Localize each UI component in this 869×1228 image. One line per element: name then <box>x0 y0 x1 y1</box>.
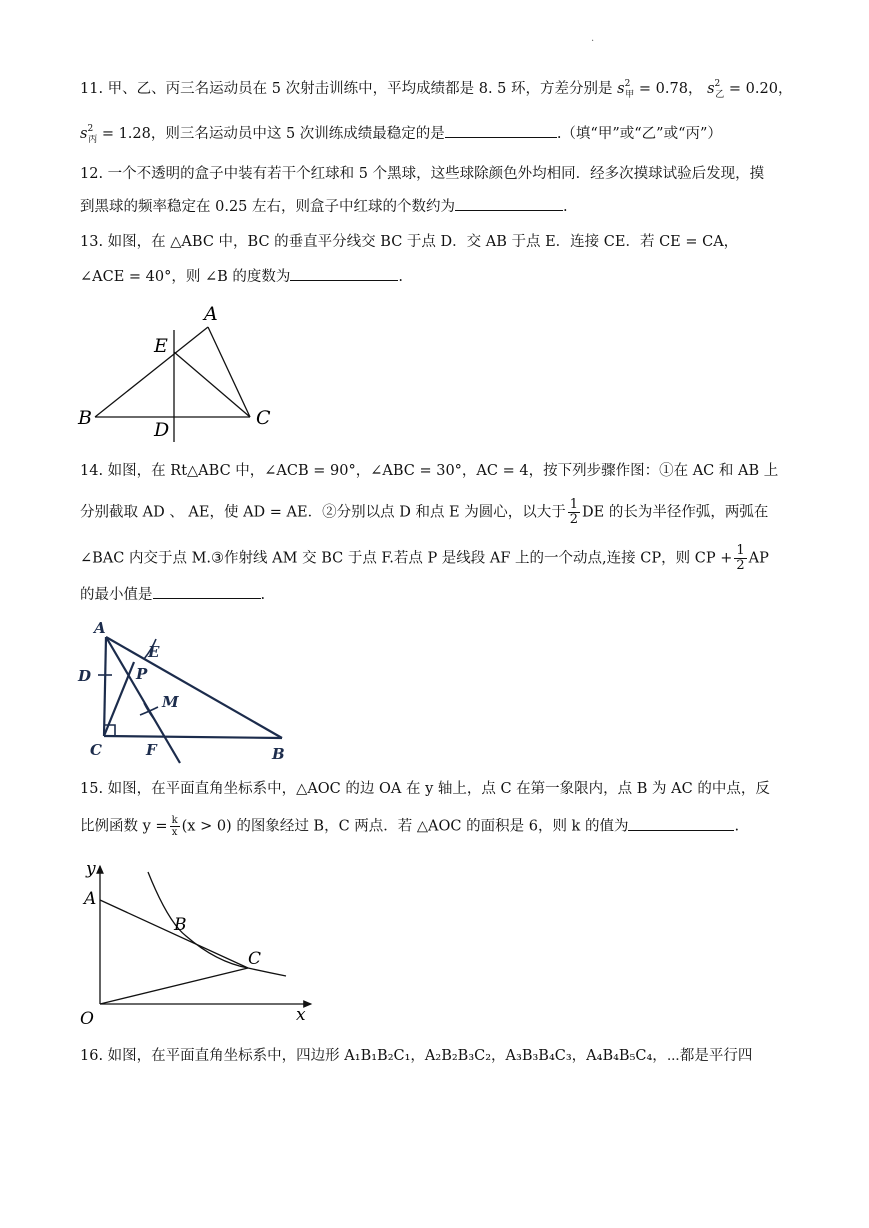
q14-label-b: B <box>272 745 285 763</box>
q11-s-jia-val: = 0.78 <box>638 81 688 97</box>
q14-text3a: ∠BAC 内交于点 M.③作射线 AM 交 BC 于点 F.若点 P 是线段 AF 上的一个动点,连接 CP，则 CP + <box>80 550 733 567</box>
q11-s-jia-sub: 甲 <box>625 90 635 100</box>
q13-line2 <box>80 266 797 288</box>
q11-text1: 甲、乙、丙三名运动员在 5 次射击训练中，平均成绩都是 8. 5 环，方差分别是 <box>107 81 613 97</box>
q16-line1 <box>80 1045 797 1067</box>
q15-number: 15. <box>80 781 104 797</box>
q15-label-x: x <box>296 1005 306 1025</box>
q12-number: 12. <box>80 166 104 182</box>
q15-answer-blank[interactable] <box>628 816 734 831</box>
q15-text1: 如图，在平面直角坐标系中，△AOC 的边 OA 在 y 轴上，点 C 在第一象限内，点 B 为 AC 的中点，反 <box>107 781 770 797</box>
q14-frac1-num: 1 <box>569 497 579 512</box>
q13-text1: 如图，在 △ABC 中，BC 的垂直平分线交 BC 于点 D．交 AB 于点 E．连接 CE．若 CE = CA， <box>107 234 739 250</box>
q12-line2 <box>80 196 797 218</box>
q14-label-c: C <box>90 741 102 759</box>
q12-line1 <box>80 163 797 185</box>
q12-period: . <box>563 199 568 215</box>
q14-text4a: 的最小值是 <box>80 587 153 603</box>
q15-line1 <box>80 778 797 800</box>
q14-period: . <box>260 587 266 603</box>
q16-text1: 如图，在平面直角坐标系中，四边形 A₁B₁B₂C₁，A₂B₂B₃C₂，A₃B₃B₄C₃，A₄B₄B₅C₄，⋯都是平行四 <box>107 1048 753 1064</box>
q13-label-b: B <box>78 407 92 429</box>
q15-line-oc <box>100 968 248 1004</box>
q14-frac2-den: 2 <box>736 558 745 573</box>
q12-text2: 到黑球的频率稳定在 0.25 左右，则盒子中红球的个数约为 <box>80 199 456 215</box>
q11-s-yi-sub: 乙 <box>715 90 725 100</box>
q14-text2a: 分别截取 AD 、 AE，使 AD = AE．②分别以点 D 和点 E 为圆心，以大于 <box>80 504 566 521</box>
q13-answer-blank[interactable] <box>290 266 398 281</box>
q14-text3b: AP <box>748 550 769 567</box>
q13-number: 13. <box>80 234 104 250</box>
q14-label-f: F <box>146 741 157 759</box>
q15-label-a: A <box>84 889 97 909</box>
q13-label-e: E <box>154 335 168 357</box>
q13-label-a: A <box>204 303 218 325</box>
q16-number: 16. <box>80 1048 104 1064</box>
q14-label-p: P <box>136 665 148 683</box>
q15-hyperbola <box>148 872 286 976</box>
q11-number: 11. <box>80 81 104 97</box>
q15-label-b: B <box>174 915 187 935</box>
q13-line1 <box>80 231 797 253</box>
q14-frac1-den: 2 <box>569 512 579 527</box>
q15-label-y: y <box>86 859 96 879</box>
q14-text2b: DE 的长为半径作弧，两弧在 <box>582 504 769 521</box>
q14-label-e: E <box>148 643 160 661</box>
q14-frac2-num: 1 <box>736 543 745 558</box>
header-dot: . <box>591 33 595 44</box>
q11-line1: 11. 甲、乙、丙三名运动员在 5 次射击训练中，平均成绩都是 8. 5 环，方差分别是 $s^2_甲 = 0.78$， $s^2_乙 = 0.20$， <box>80 79 793 100</box>
q14-line-ac <box>104 637 106 736</box>
q13-text2: ∠ACE = 40°，则 ∠B 的度数为 <box>80 269 291 285</box>
q14-arc-m2 <box>144 703 154 719</box>
q13-line-ac <box>208 327 250 417</box>
q15-line2 <box>80 815 797 838</box>
q13-label-c: C <box>256 407 271 429</box>
q14-figure <box>74 615 294 765</box>
q11-s-bing-val: = 1.28 <box>101 126 151 142</box>
q14-line-cb <box>104 736 282 738</box>
q14-line-ab <box>106 637 282 738</box>
q14-number: 14. <box>80 463 104 479</box>
q14-label-a: A <box>94 619 106 637</box>
q15-label-c: C <box>248 949 262 969</box>
q13-line-ba <box>95 327 208 417</box>
q15-text2b: (x > 0) 的图象经过 B，C 两点．若 △AOC 的面积是 6，则 k 的值为 <box>181 818 629 835</box>
q11-line2: $s^2_丙 = 1.28$，则三名运动员中这 5 次训练成绩最稳定的是 .（填“甲”或“乙”或“丙”） <box>80 124 722 145</box>
q12-text1: 一个不透明的盒子中装有若干个红球和 5 个黑球，这些球除颜色外均相同．经多次摸球试验后发现，摸 <box>107 166 765 182</box>
q15-frac-den: x <box>171 827 178 838</box>
q15-figure <box>76 852 326 1032</box>
q14-line3 <box>80 544 797 573</box>
q14-text1: 如图，在 Rt△ABC 中，∠ACB = 90°，∠ABC = 30°，AC = 4，按下列步骤作图：①在 AC 和 AB 上 <box>107 463 779 479</box>
q15-label-o: O <box>80 1009 94 1029</box>
q13-period: . <box>398 269 404 285</box>
q15-text2a: 比例函数 y = <box>80 818 168 835</box>
q11-text2: ，则三名运动员中这 5 次训练成绩最稳定的是 <box>150 126 445 142</box>
q15-frac-num: k <box>171 815 178 826</box>
q14-label-d: D <box>78 667 92 685</box>
q14-label-m: M <box>162 693 179 711</box>
q11-s-yi-val: = 0.20 <box>728 81 778 97</box>
q15-period: . <box>734 818 740 835</box>
q14-line4 <box>80 584 797 606</box>
q14-line2 <box>80 498 797 527</box>
q14-line1 <box>80 460 797 482</box>
q11-text3: .（填“甲”或“乙”或“丙”） <box>556 126 722 142</box>
q13-label-d: D <box>154 419 170 441</box>
q14-answer-blank[interactable] <box>153 584 261 599</box>
q11-answer-blank[interactable] <box>445 123 557 138</box>
q13-figure <box>76 300 286 450</box>
q12-answer-blank[interactable] <box>455 196 563 211</box>
q13-line-ec <box>174 352 250 417</box>
q11-s-bing-sub: 丙 <box>88 135 98 145</box>
